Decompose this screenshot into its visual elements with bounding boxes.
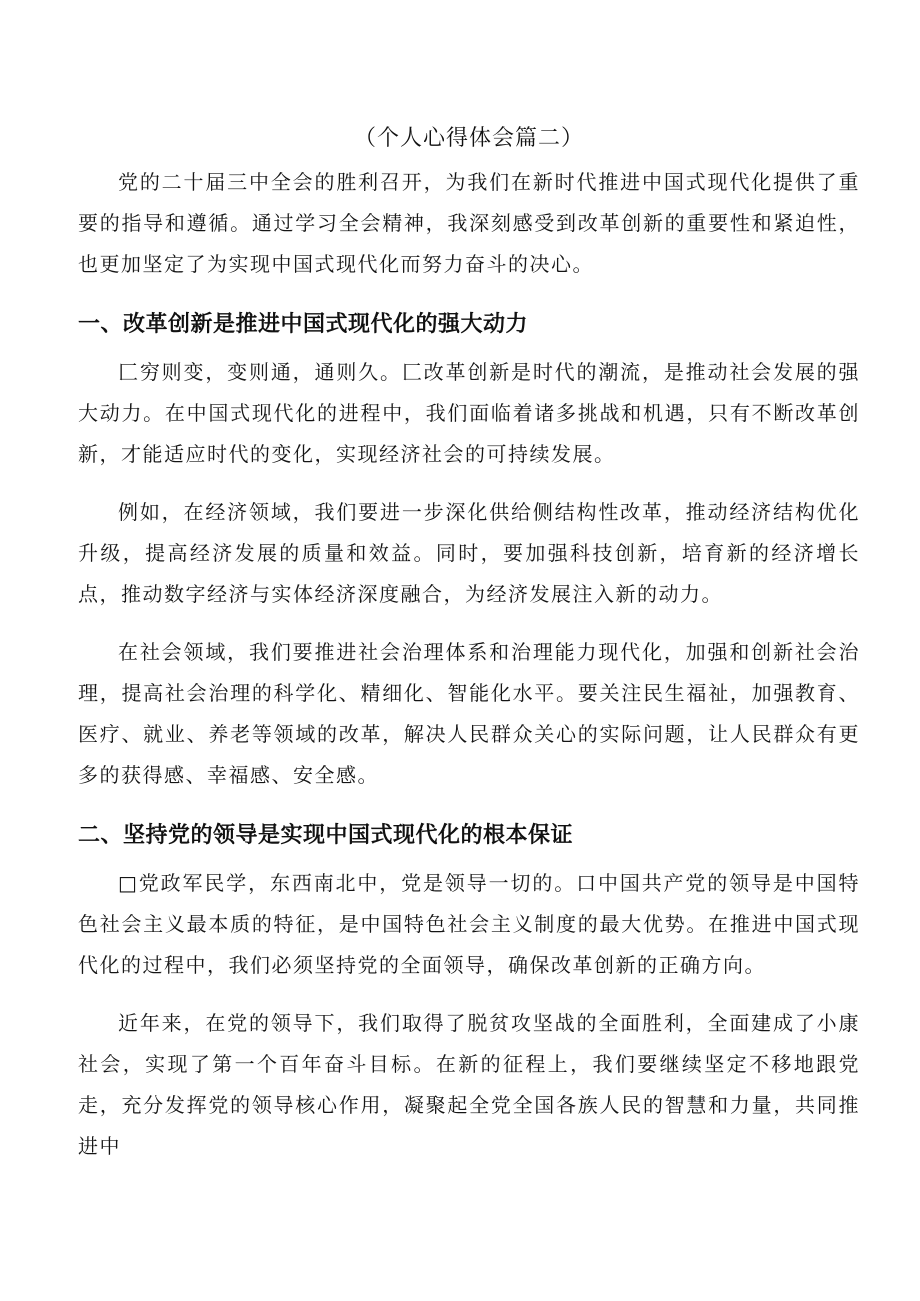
section-1-heading: 一、改革创新是推进中国式现代化的强大动力 (78, 312, 529, 337)
document-page (78, 116, 860, 1167)
section-2-paragraph-2: 近年来，在党的领导下，我们取得了脱贫攻坚战的全面胜利，全面建成了小康社会，实现了第一个百年奋斗目标。在新的征程上，我们要继续坚定不移地跟党走，充分发挥党的领导核心作用，凝聚起全党全国各族人民的智慧和力量，共同推进中 (78, 1011, 860, 1158)
section-1-paragraph-3: 在社会领域，我们要推进社会治理体系和治理能力现代化，加强和创新社会治理，提高社会治理的科学化、精细化、智能化水平。要关注民生福祉，加强教育、医疗、就业、养老等领域的改革，解决人民群众关心的实际问题，让人民群众有更多的获得感、幸福感、安全感。 (78, 640, 860, 787)
document-title: （个人心得体会篇二） (353, 126, 584, 151)
section-1-paragraph-2: 例如，在经济领域，我们要进一步深化供给侧结构性改革，推动经济结构优化升级，提高经济发展的质量和效益。同时，要加强科技创新，培育新的经济增长点，推动数字经济与实体经济深度融合，为经济发展注入新的动力。 (78, 500, 860, 606)
section-2-heading: 二、坚持党的领导是实现中国式现代化的根本保证 (78, 823, 574, 848)
intro-paragraph: 党的二十届三中全会的胜利召开，为我们在新时代推进中国式现代化提供了重要的指导和遵循。通过学习全会精神，我深刻感受到改革创新的重要性和紧迫性，也更加坚定了为实现中国式现代化而努力奋斗的决心。 (78, 170, 860, 276)
section-1-paragraph-1: 匚穷则变，变则通，通则久。匚改革创新是时代的潮流，是推动社会发展的强大动力。在中国式现代化的进程中，我们面临着诸多挑战和机遇，只有不断改革创新，才能适应时代的变化，实现经济社会的可持续发展。 (78, 360, 860, 466)
section-2-paragraph-1: □党政军民学，东西南北中，党是领导一切的。口中国共产党的领导是中国特色社会主义最本质的特征，是中国特色社会主义制度的最大优势。在推进中国式现代化的过程中，我们必须坚持党的全面领导，确保改革创新的正确方向。 (78, 871, 860, 977)
